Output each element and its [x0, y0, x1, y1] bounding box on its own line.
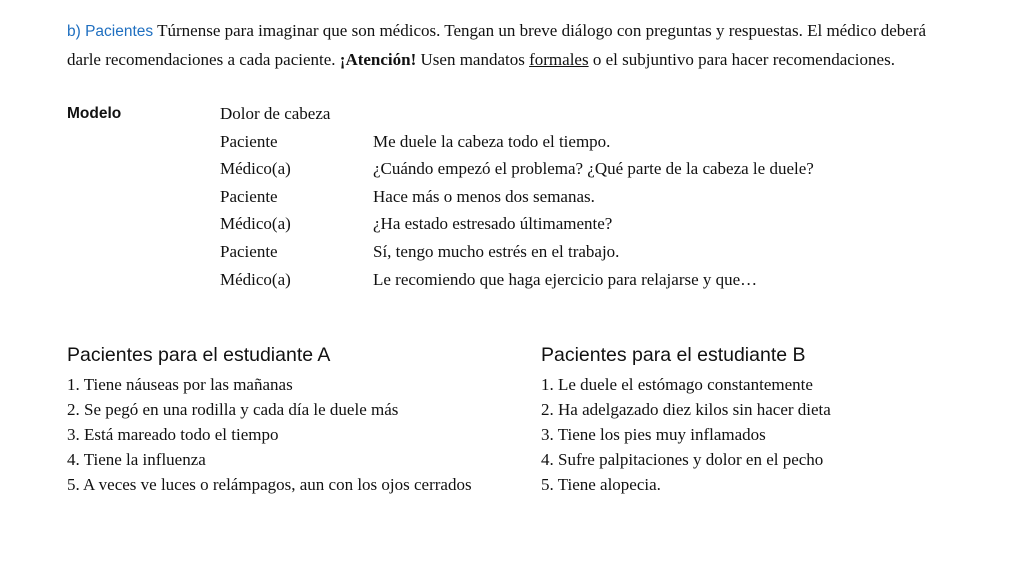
- student-a-column: [67, 342, 472, 497]
- dialogue-line: ¿Ha estado estresado últimamente?: [373, 214, 613, 233]
- list-item: 3. Tiene los pies muy inflamados: [541, 425, 766, 444]
- list-item: 5. Tiene alopecia.: [541, 475, 661, 494]
- activity-label: b) Pacientes: [67, 23, 154, 40]
- list-item: 1. Tiene náuseas por las mañanas: [67, 375, 293, 394]
- instructions-text-3: o el subjuntivo para hacer recomendaciones.: [588, 50, 895, 69]
- list-item: 5. A veces ve luces o relámpagos, aun con los ojos cerrados: [67, 475, 472, 494]
- instructions-text: Túrnense para imaginar que son médicos. Tengan un breve diálogo con preguntas y respuestas. El médico deberá darle recomendaciones a cada paciente.: [67, 21, 927, 69]
- dialogue-speaker: Médico(a): [220, 214, 291, 233]
- instructions-paragraph: [67, 17, 957, 74]
- dialogue-line: Le recomiendo que haga ejercicio para relajarse y que…: [373, 270, 758, 289]
- list-item: 1. Le duele el estómago constantemente: [541, 375, 813, 394]
- list-item: 3. Está mareado todo el tiempo: [67, 425, 279, 444]
- list-item: 4. Tiene la influenza: [67, 450, 206, 469]
- student-b-column: [541, 342, 831, 497]
- list-item: 4. Sufre palpitaciones y dolor en el pecho: [541, 450, 824, 469]
- dialogue-line: Me duele la cabeza todo el tiempo.: [373, 132, 611, 151]
- dialogue-line: Sí, tengo mucho estrés en el trabajo.: [373, 242, 620, 261]
- model-label: Modelo: [67, 105, 122, 122]
- instructions-text-2: Usen mandatos: [416, 50, 530, 69]
- model-topic: Dolor de cabeza: [220, 104, 331, 123]
- dialogue-speaker: Paciente: [220, 242, 278, 261]
- attention-note: ¡Atención!: [339, 50, 417, 69]
- dialogue-speaker: Paciente: [220, 187, 278, 206]
- dialogue-speaker: Médico(a): [220, 159, 291, 178]
- student-a-list: [67, 372, 472, 497]
- list-item: 2. Se pegó en una rodilla y cada día le duele más: [67, 400, 399, 419]
- list-item: 2. Ha adelgazado diez kilos sin hacer dieta: [541, 400, 831, 419]
- formales-underlined: formales: [529, 50, 589, 69]
- dialogue-line: Hace más o menos dos semanas.: [373, 187, 595, 206]
- dialogue-line: ¿Cuándo empezó el problema? ¿Qué parte de la cabeza le duele?: [373, 159, 814, 178]
- dialogue-speaker: Paciente: [220, 132, 278, 151]
- student-a-title: Pacientes para el estudiante A: [67, 344, 331, 366]
- dialogue-speaker: Médico(a): [220, 270, 291, 289]
- student-b-list: [541, 372, 831, 497]
- student-b-title: Pacientes para el estudiante B: [541, 344, 806, 366]
